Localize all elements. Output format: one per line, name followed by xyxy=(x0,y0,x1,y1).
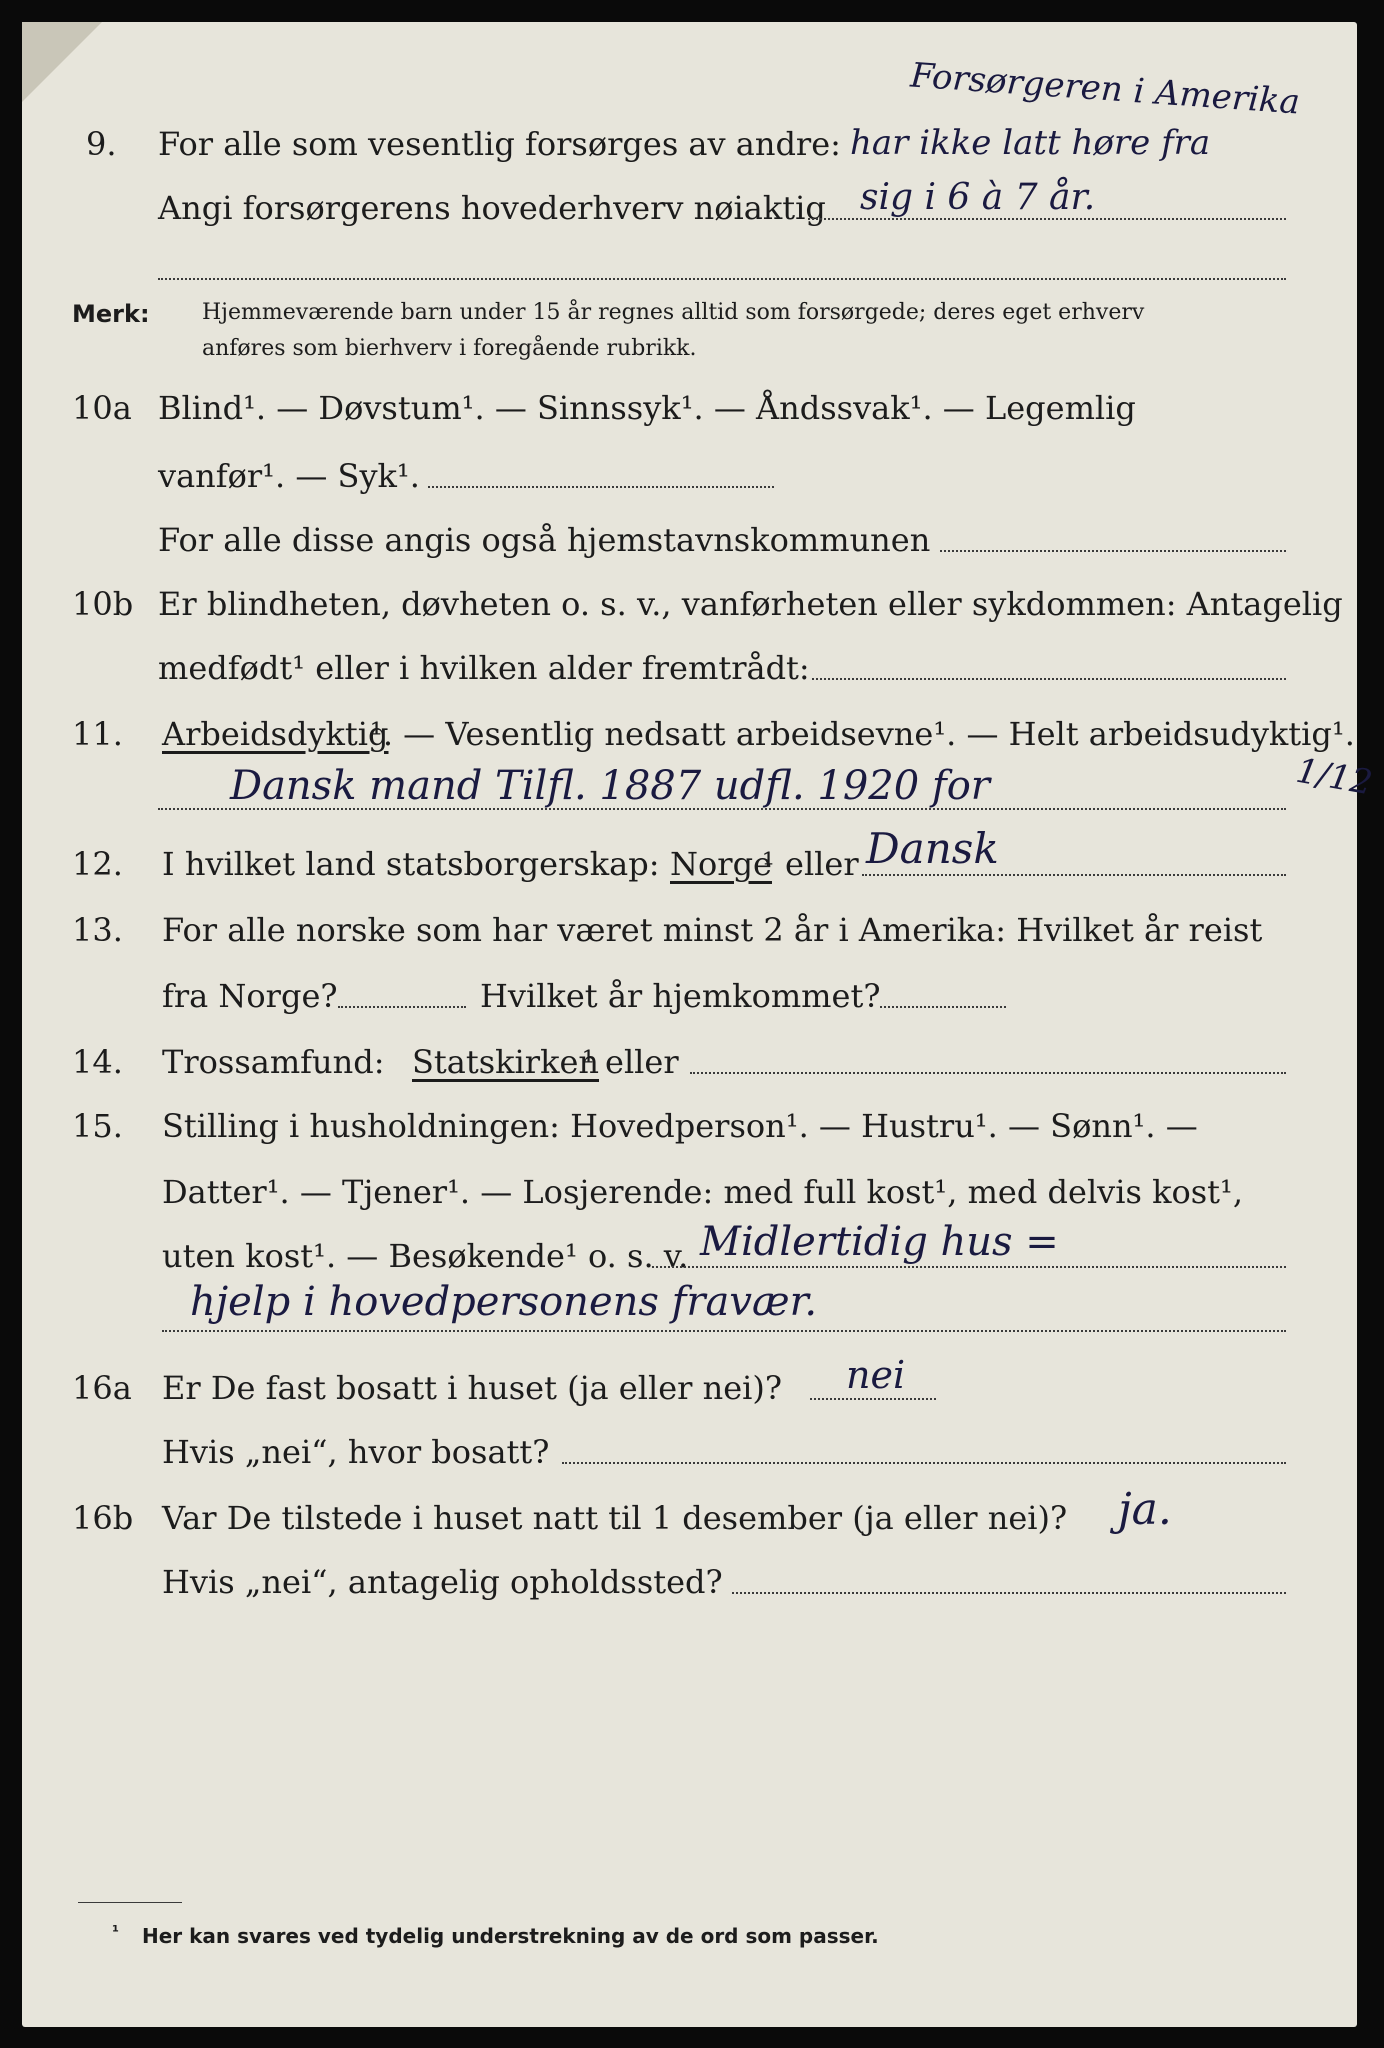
q10a-line3: For alle disse angis også hjemstavnskommunen xyxy=(158,521,931,559)
q14-or: ¹ eller xyxy=(582,1043,679,1081)
q13-left-answer-line xyxy=(338,1006,466,1008)
q14-number: 14. xyxy=(72,1043,123,1081)
q10a-hometown-answer-line xyxy=(940,550,1286,552)
q16a-number: 16a xyxy=(72,1369,132,1407)
footnote-text: Her kan svares ved tydelig understrekning av de ord som passer. xyxy=(142,1924,879,1948)
q14-text: Trossamfund: xyxy=(162,1043,385,1081)
q13-returned-answer-line xyxy=(880,1006,1006,1008)
q14-answer-line xyxy=(690,1072,1286,1074)
handwritten-q11: Dansk mand Tilfl. 1887 udfl. 1920 for xyxy=(230,763,990,809)
q10a-line1: Blind¹. — Døvstum¹. — Sinnssyk¹. — Åndssvak¹. — Legemlig xyxy=(158,389,1136,427)
q10b-number: 10b xyxy=(72,585,134,623)
q13-line2a: fra Norge? xyxy=(162,977,338,1015)
q9-number: 9. xyxy=(86,125,117,163)
q16a-line2: Hvis „nei“, hvor bosatt? xyxy=(162,1433,550,1471)
q10a-sick-answer-line xyxy=(428,486,774,488)
q12-text: I hvilket land statsborgerskap: xyxy=(162,845,660,883)
handwritten-q11-margin: 1/12 xyxy=(1293,750,1376,804)
footnote-mark: ¹ xyxy=(112,1922,120,1941)
handwritten-q9-line1: har ikke latt høre fra xyxy=(850,123,1211,163)
q9-line1: For alle som vesentlig forsørges av andre: xyxy=(158,125,841,163)
q15-answer-line xyxy=(652,1266,1286,1268)
q11-number: 11. xyxy=(72,715,123,753)
q10a-line2: vanfør¹. — Syk¹. xyxy=(158,457,420,495)
q10b-answer-line xyxy=(812,678,1286,680)
folded-corner xyxy=(22,22,102,102)
q9-line2: Angi forsørgerens hovederhverv nøiaktig xyxy=(158,189,826,227)
q15-extra-line xyxy=(162,1330,1286,1332)
q16b-answer-line xyxy=(732,1592,1286,1594)
merk-line2: anføres som bierhverv i foregående rubrikk. xyxy=(202,336,697,361)
q10b-line2: medfødt¹ eller i hvilken alder fremtrådt: xyxy=(158,649,810,687)
q15-line2: Datter¹. — Tjener¹. — Losjerende: med full kost¹, med delvis kost¹, xyxy=(162,1173,1244,1211)
handwritten-q9-top: Forsørgeren i Amerika xyxy=(909,55,1302,123)
q10a-number: 10a xyxy=(72,389,132,427)
q15-line1: Stilling i husholdningen: Hovedperson¹. — Hustru¹. — Sønn¹. — xyxy=(162,1107,1198,1145)
handwritten-q9-line2: sig i 6 à 7 år. xyxy=(860,177,1096,218)
q12-answer-line xyxy=(862,874,1286,876)
q15-number: 15. xyxy=(72,1107,123,1145)
q16b-line1: Var De tilstede i huset natt til 1 desember (ja eller nei)? xyxy=(162,1499,1068,1537)
handwritten-q16a: nei xyxy=(846,1353,906,1397)
handwritten-q15-line1: Midlertidig hus = xyxy=(700,1219,1059,1265)
q13-line1: For alle norske som har været minst 2 år i Amerika: Hvilket år reist xyxy=(162,911,1263,949)
footnote-rule xyxy=(78,1902,182,1903)
q16a-line1: Er De fast bosatt i huset (ja eller nei)? xyxy=(162,1369,783,1407)
q16b-number: 16b xyxy=(72,1499,134,1537)
q11-answer-line xyxy=(158,808,1286,810)
q13-line2b: Hvilket år hjemkommet? xyxy=(480,977,881,1015)
q13-number: 13. xyxy=(72,911,123,949)
q12-option-norge: Norge xyxy=(670,845,772,883)
q11-rest: ¹. — Vesentlig nedsatt arbeidsevne¹. — Helt arbeidsudyktig¹. xyxy=(370,715,1355,753)
q9-answer-line xyxy=(808,218,1286,220)
handwritten-q16b: ja. xyxy=(1118,1484,1172,1535)
merk-line1: Hjemmeværende barn under 15 år regnes alltid som forsørgede; deres eget erhverv xyxy=(202,300,1145,325)
handwritten-q15-line2: hjelp i hovedpersonens fravær. xyxy=(190,1279,818,1325)
merk-label: Merk: xyxy=(72,300,150,328)
q16a-answer-line xyxy=(810,1398,936,1400)
q9-extra-line xyxy=(158,278,1286,280)
q16a-where-answer-line xyxy=(562,1462,1286,1464)
handwritten-q12: Dansk xyxy=(866,824,999,873)
q12-number: 12. xyxy=(72,845,123,883)
q10b-line1: Er blindheten, døvheten o. s. v., vanførheten eller sykdommen: Antagelig xyxy=(158,585,1343,623)
q15-line3: uten kost¹. — Besøkende¹ o. s. v. xyxy=(162,1237,689,1275)
q16b-line2: Hvis „nei“, antagelig opholdssted? xyxy=(162,1563,723,1601)
q11-option-arbeidsdyktig: Arbeidsdyktig xyxy=(162,715,389,753)
q12-or: ¹ eller xyxy=(762,845,859,883)
q14-option-statskirken: Statskirken xyxy=(412,1043,599,1081)
